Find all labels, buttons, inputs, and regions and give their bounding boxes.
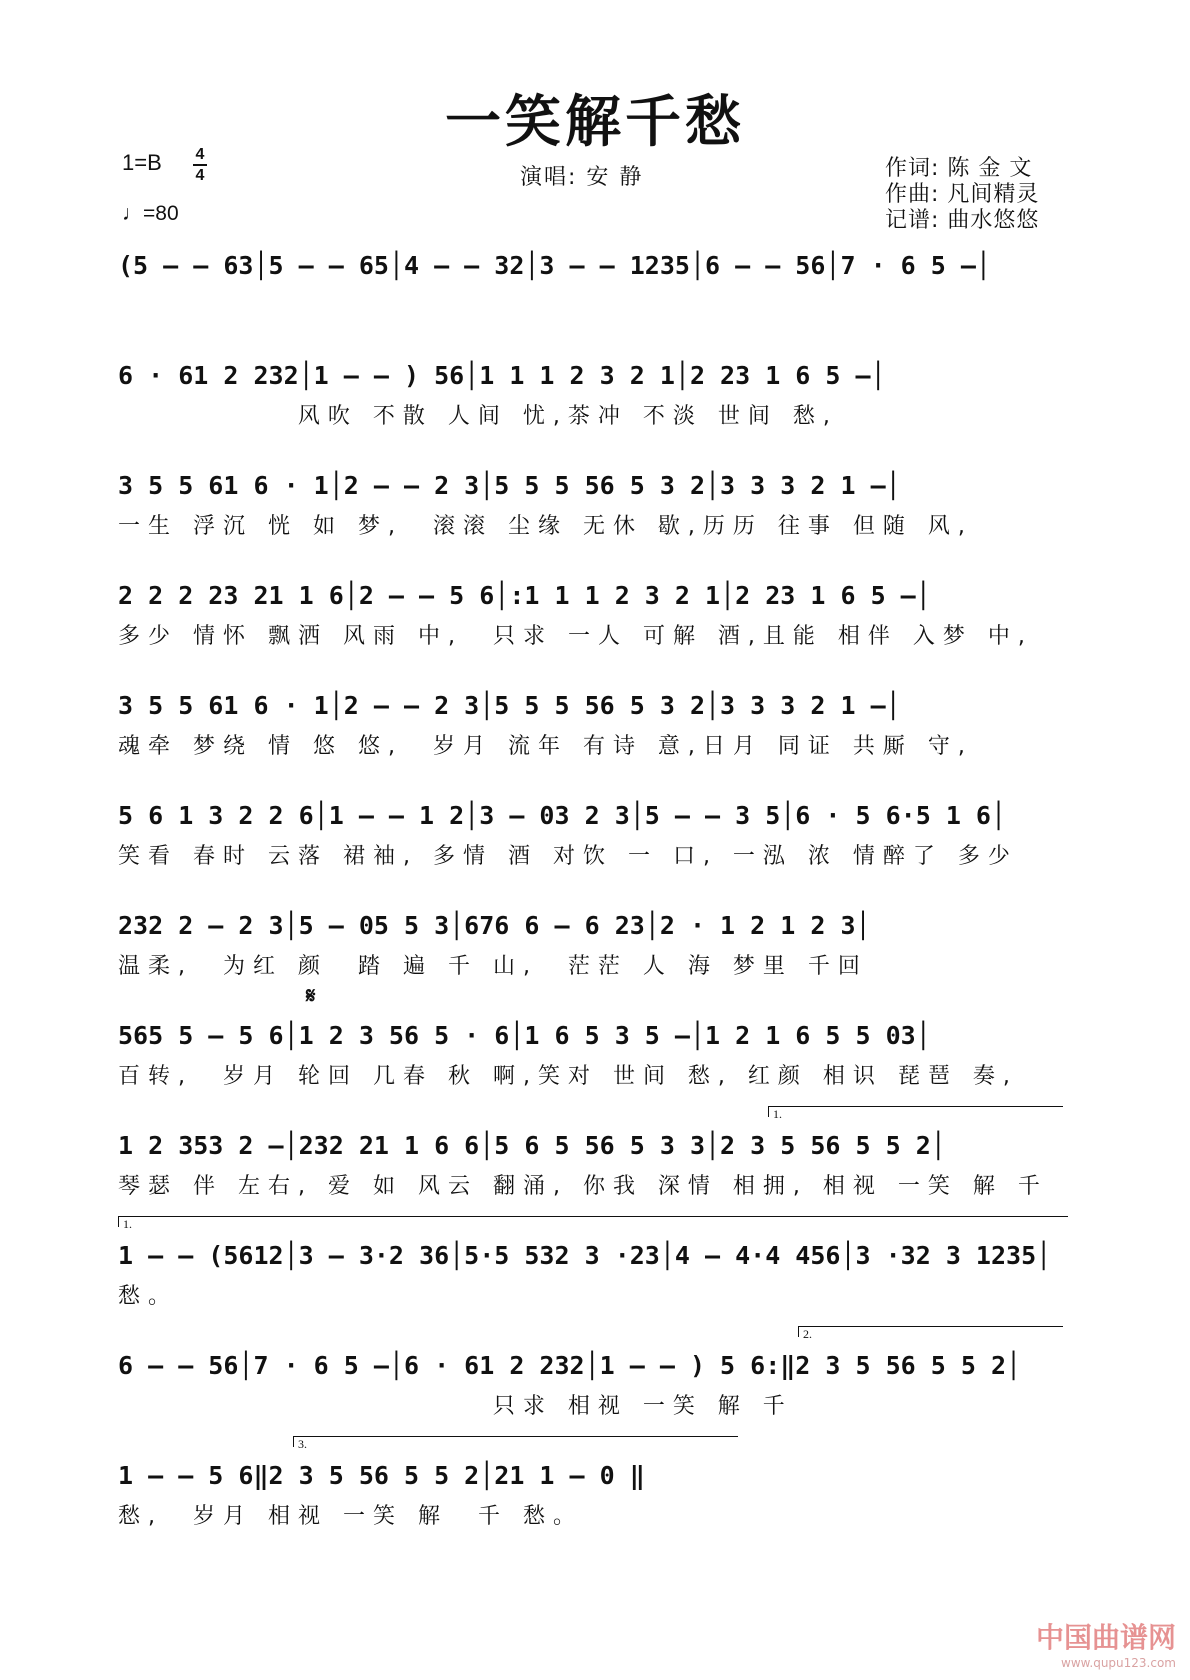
lyric-row: 温柔, 为红 颜 踏 遍 千 山, 茫茫 人 海 梦里 千回 bbox=[118, 954, 868, 979]
score-line bbox=[118, 984, 1070, 1120]
watermark-url: www.qupu123.com bbox=[1061, 1656, 1176, 1670]
watermark-brand: 中国曲谱网 bbox=[1035, 1621, 1176, 1654]
notation-row: 6 – – 56│7 · 6 5 –│6 · 61 2 232│1 – – ) 5 6:‖2 3 5 56 5 5 2│ bbox=[118, 1351, 1022, 1380]
meter-top: 4 bbox=[195, 146, 205, 163]
notation-row: 1 – – 5 6‖2 3 5 56 5 5 2│21 1 – 0 ‖ bbox=[118, 1461, 645, 1490]
segno-mark: 𝄋 bbox=[306, 984, 316, 1009]
singer-credit: 演唱: 安 静 bbox=[520, 165, 644, 190]
score-line bbox=[118, 570, 1070, 680]
score-line bbox=[118, 680, 1070, 790]
lyric-row: 笑看 春时 云落 裙袖, 多情 酒 对饮 一 口, 一泓 浓 情醉了 多少 bbox=[118, 844, 1018, 869]
score-line bbox=[118, 240, 1070, 350]
notation-row: 232 2 – 2 3│5 – 05 5 3│676 6 – 6 23│2 · 1 2 1 2 3│ bbox=[118, 911, 871, 940]
lyric-row: 百转, 岁月 轮回 几春 秋 啊,笑对 世间 愁, 红颜 相识 琵琶 奏, bbox=[118, 1064, 1018, 1089]
page-title: 一笑解千愁 bbox=[445, 89, 745, 155]
score-line bbox=[118, 460, 1070, 570]
notation-row: 3 5 5 61 6 · 1│2 – – 2 3│5 5 5 56 5 3 2│3 3 3 2 1 –│ bbox=[118, 471, 901, 500]
notation-row: 3 5 5 61 6 · 1│2 – – 2 3│5 5 5 56 5 3 2│3 3 3 2 1 –│ bbox=[118, 691, 901, 720]
lyric-row: 愁, 岁月 相视 一笑 解 千 愁。 bbox=[118, 1504, 583, 1529]
lyric-row: 只求 相视 一笑 解 千 bbox=[118, 1394, 793, 1419]
key-signature: 1=B bbox=[122, 150, 162, 175]
score-line bbox=[118, 1217, 1070, 1340]
notation-row: 5 6 1 3 2 2 6│1 – – 1 2│3 – 03 2 3│5 – – 3 5│6 · 5 6·5 1 6│ bbox=[118, 801, 1007, 830]
lyric-row: 愁。 bbox=[118, 1284, 179, 1309]
notation-row: 1 2 353 2 –│232 21 1 6 6│5 6 5 56 5 3 3│2 3 5 56 5 5 2│ bbox=[118, 1131, 946, 1160]
score-line bbox=[118, 790, 1070, 900]
score-line bbox=[118, 1327, 1070, 1450]
lyric-row bbox=[118, 292, 1070, 350]
lyric-row: 一生 浮沉 恍 如 梦, 滚滚 尘缘 无休 歇,历历 往事 但随 风, bbox=[118, 514, 973, 539]
score-line bbox=[118, 1437, 1070, 1560]
score-line bbox=[118, 900, 1070, 1010]
lyric-row: 琴瑟 伴 左右, 爱 如 风云 翻涌, 你我 深情 相拥, 相视 一笑 解 千 bbox=[118, 1174, 1048, 1199]
lyric-row: 多少 情怀 飘洒 风雨 中, 只求 一人 可解 酒,且能 相伴 入梦 中, bbox=[118, 624, 1033, 649]
notation-row: 2 2 2 23 21 1 6│2 – – 5 6│:1 1 1 2 3 2 1│2 23 1 6 5 –│ bbox=[118, 581, 931, 610]
meter-bar bbox=[193, 164, 207, 166]
time-signature bbox=[190, 146, 210, 184]
volta-bracket: 3. bbox=[293, 1436, 738, 1447]
composer-credit: 作曲: 凡间精灵 bbox=[885, 182, 1040, 207]
tempo-marking: ♩=80 bbox=[122, 202, 179, 225]
notation-row: (5 – – 63│5 – – 65│4 – – 32│3 – – 1235│6 – – 56│7 · 6 5 –│ bbox=[118, 251, 991, 280]
score-body bbox=[118, 240, 1070, 1560]
volta-bracket: 1. bbox=[768, 1106, 1063, 1117]
notation-row: 565 5 – 5 6│1 2 3 56 5 · 6│1 6 5 3 5 –│1 2 1 6 5 5 03│ bbox=[118, 1021, 931, 1050]
volta-bracket: 2. bbox=[798, 1326, 1063, 1337]
volta-bracket: 1. bbox=[118, 1216, 1068, 1227]
site-watermark bbox=[1036, 1616, 1176, 1670]
meter-bottom: 4 bbox=[195, 167, 205, 184]
lyric-row: 风吹 不散 人间 忧,茶冲 不淡 世间 愁, bbox=[118, 404, 838, 429]
credits bbox=[885, 156, 1039, 234]
transcriber-credit: 记谱: 曲水悠悠 bbox=[885, 208, 1040, 233]
score-line bbox=[118, 1107, 1070, 1230]
notation-row: 1 – – (5612│3 – 3·2 36│5·5 532 3 ·23│4 – 4·4 456│3 ·32 3 1235│ bbox=[118, 1241, 1052, 1270]
notation-row: 6 · 61 2 232│1 – – ) 56│1 1 1 2 3 2 1│2 23 1 6 5 –│ bbox=[118, 361, 886, 390]
lyric-row: 魂牵 梦绕 情 悠 悠, 岁月 流年 有诗 意,日月 同证 共厮 守, bbox=[118, 734, 973, 759]
lyricist-credit: 作词: 陈 金 文 bbox=[885, 156, 1033, 181]
score-line bbox=[118, 350, 1070, 460]
